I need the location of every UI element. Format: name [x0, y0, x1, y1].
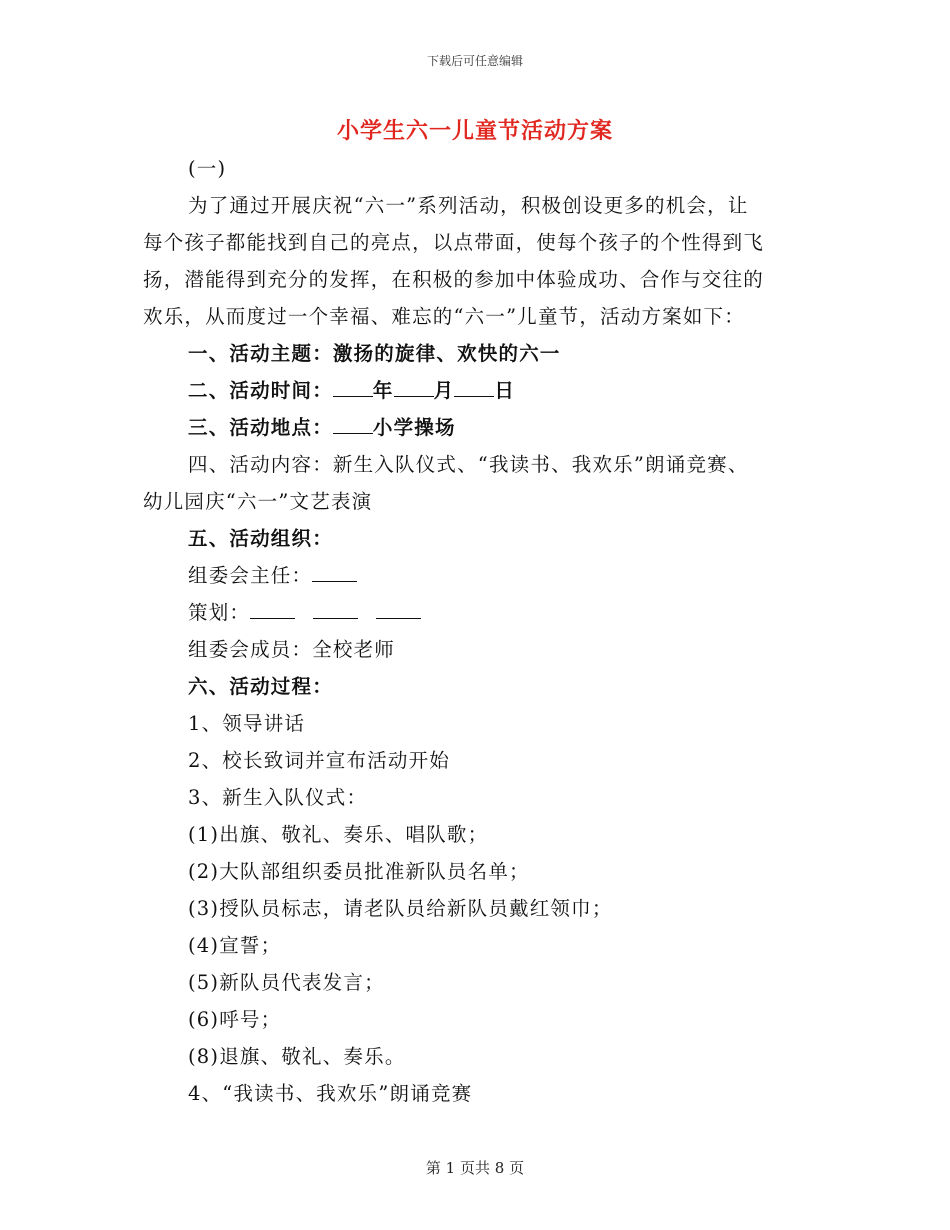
document-body — [143, 150, 803, 1112]
committee-chair — [143, 557, 803, 594]
place-blank — [333, 411, 373, 434]
process-step-1: 1、领导讲话 — [188, 712, 306, 735]
ceremony-substep-5: (5)新队员代表发言； — [188, 971, 385, 994]
year-blank — [333, 374, 373, 397]
planner-label: 策划： — [188, 601, 251, 624]
activity-content-line-1: 四、活动内容：新生入队仪式、“我读书、我欢乐”朗诵竞赛、 — [188, 453, 749, 476]
planner-blank-2 — [313, 596, 358, 619]
activity-time — [143, 372, 803, 409]
ceremony-substep-1: (1)出旗、敬礼、奏乐、唱队歌； — [188, 823, 489, 846]
year-label: 年 — [372, 379, 394, 402]
activity-time-label: 二、活动时间： — [188, 379, 333, 402]
committee-chair-label: 组委会主任： — [188, 564, 313, 587]
planner — [143, 594, 803, 631]
month-label: 月 — [433, 379, 455, 402]
ceremony-substep-3: (3)授队员标志，请老队员给新队员戴红领巾； — [188, 897, 613, 920]
intro-line-1: 为了通过开展庆祝“六一”系列活动，积极创设更多的机会，让 — [188, 194, 749, 217]
ceremony-substep-8: (8)退旗、敬礼、奏乐。 — [188, 1045, 406, 1068]
document-title: 小学生六一儿童节活动方案 — [336, 118, 613, 144]
ceremony-substep-2: (2)大队部组织委员批准新队员名单； — [188, 860, 530, 883]
day-blank — [454, 374, 494, 397]
activity-content-line-2: 幼儿园庆“六一”文艺表演 — [143, 490, 373, 513]
activity-theme: 一、活动主题：激扬的旋律、欢快的六一 — [188, 342, 561, 365]
intro-line-3: 扬，潜能得到充分的发挥，在积极的参加中体验成功、合作与交往的 — [143, 268, 765, 291]
activity-place-value: 小学操场 — [372, 416, 456, 439]
ceremony-substep-6: (6)呼号； — [188, 1008, 282, 1031]
day-label: 日 — [494, 379, 516, 402]
page-footer: 第 1 页共 8 页 — [425, 1159, 525, 1177]
committee-members: 组委会成员：全校老师 — [188, 638, 396, 661]
month-blank — [394, 374, 434, 397]
process-heading: 六、活动过程： — [188, 675, 333, 698]
intro-line-4: 欢乐，从而度过一个幸福、难忘的“六一”儿童节，活动方案如下： — [143, 305, 745, 328]
activity-place-label: 三、活动地点： — [188, 416, 333, 439]
process-step-2: 2、校长致词并宣布活动开始 — [188, 749, 451, 772]
planner-blank-3 — [376, 596, 421, 619]
header-note: 下载后可任意编辑 — [426, 54, 523, 68]
organization-heading: 五、活动组织： — [188, 527, 333, 550]
ceremony-substep-4: (4)宣誓； — [188, 934, 282, 957]
planner-blank-1 — [250, 596, 295, 619]
process-step-4: 4、“我读书、我欢乐”朗诵竞赛 — [188, 1082, 473, 1105]
intro-line-2: 每个孩子都能找到自己的亮点，以点带面，使每个孩子的个性得到飞 — [143, 231, 765, 254]
section-marker: (一) — [188, 157, 227, 180]
activity-place — [143, 409, 803, 446]
process-step-3: 3、新生入队仪式： — [188, 786, 368, 809]
committee-chair-blank — [312, 559, 357, 582]
